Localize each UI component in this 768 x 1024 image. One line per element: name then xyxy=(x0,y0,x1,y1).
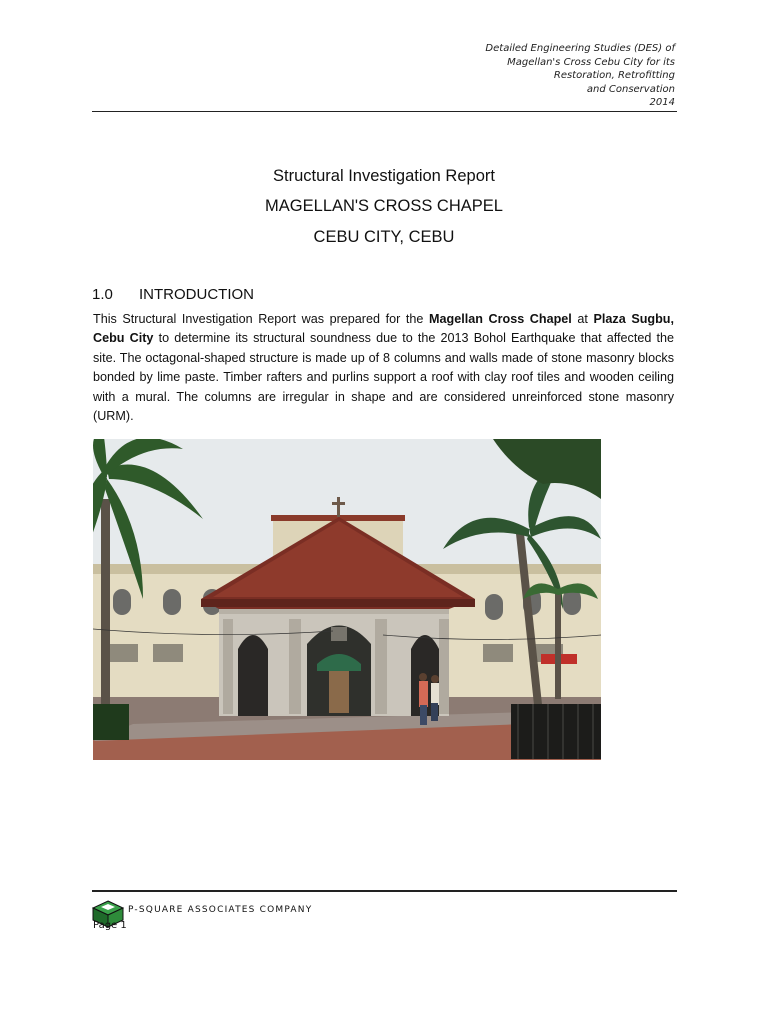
section-title: INTRODUCTION xyxy=(139,286,254,303)
header-line-3: Restoration, Retrofitting xyxy=(553,70,675,82)
intro-text-3: to determine its structural soundness due to the 2013 Bohol Earthquake that affected the site. The octagonal-shaped structure is made up of 8 columns and walls made of stone masonry blocks bonded by lime paste. Timber rafters and purlins support a roof with clay roof tiles and wooden ceiling with a mural. The columns are irregular in shape and are considered unreinforced stone masonry (URM). xyxy=(93,331,674,424)
intro-text-2: at xyxy=(571,312,594,326)
chapel-title: MAGELLAN'S CROSS CHAPEL xyxy=(265,197,503,215)
header-line-5: 2014 xyxy=(649,97,675,109)
header-line-1: Detailed Engineering Studies (DES) of xyxy=(485,43,675,54)
document-header xyxy=(375,42,675,110)
location-title: CEBU CITY, CEBU xyxy=(313,228,455,246)
section-number: 1.0 xyxy=(92,286,113,303)
header-line-2: Magellan's Cross Cebu City for its xyxy=(507,56,675,68)
header-line-4: and Conservation xyxy=(586,83,675,95)
header-divider xyxy=(92,111,677,112)
intro-text-1: This Structural Investigation Report was prepared for the xyxy=(93,312,430,326)
section-heading xyxy=(92,286,254,303)
intro-bold-location: Plaza Sugbu, Cebu City xyxy=(93,312,674,346)
chapel-photo xyxy=(93,439,601,760)
intro-paragraph xyxy=(93,310,674,426)
footer-divider xyxy=(92,890,677,892)
company-name: P-SQUARE ASSOCIATES COMPANY xyxy=(128,905,313,915)
report-title: Structural Investigation Report xyxy=(273,167,495,185)
page-number: Page 1 xyxy=(93,920,127,931)
intro-bold-chapel: Magellan Cross Chapel xyxy=(429,312,572,326)
